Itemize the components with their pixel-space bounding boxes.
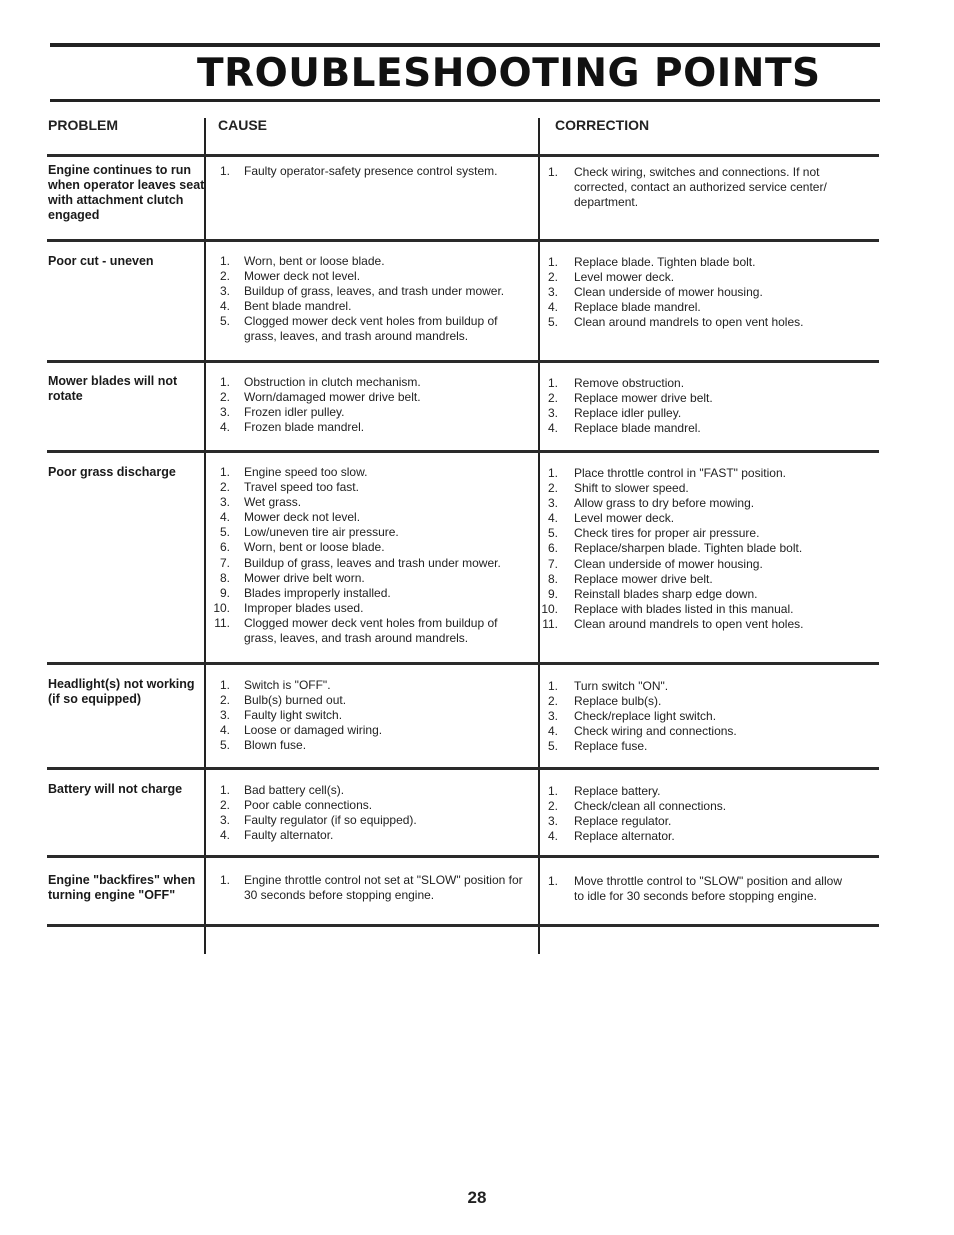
list-item xyxy=(540,165,845,210)
correction-list xyxy=(540,376,845,436)
item-text: Reinstall blades sharp edge down. xyxy=(574,586,758,601)
list-item xyxy=(540,466,845,481)
list-item xyxy=(540,255,845,270)
item-text: Switch is "OFF". xyxy=(244,678,331,692)
item-number: 1. xyxy=(219,783,230,797)
item-text: Replace fuse. xyxy=(574,739,648,754)
item-number: 3. xyxy=(547,406,558,421)
list-item xyxy=(540,496,845,511)
list-item xyxy=(212,571,527,586)
item-number: 3. xyxy=(547,814,558,829)
list-item xyxy=(212,465,527,480)
list-item xyxy=(540,376,845,391)
list-item xyxy=(540,709,845,724)
list-item xyxy=(212,813,527,828)
item-text: Travel speed too fast. xyxy=(244,480,359,495)
item-text: Replace blade mandrel. xyxy=(574,300,701,315)
item-text: Clogged mower deck vent holes from buildup of grass, leaves, and trash around mandrels. xyxy=(244,314,498,344)
list-item xyxy=(212,405,527,420)
list-item xyxy=(540,421,845,436)
item-text: Mower drive belt worn. xyxy=(244,570,365,585)
row-separator xyxy=(47,154,879,157)
item-number: 4. xyxy=(219,828,230,843)
item-text: Check tires for proper air pressure. xyxy=(574,526,760,541)
row-separator xyxy=(47,662,879,665)
list-item xyxy=(540,270,845,285)
item-number: 1. xyxy=(547,466,558,480)
item-number: 5. xyxy=(219,738,230,753)
problem-text: Engine continues to run when operator leaves seat with attachment clutch engaged xyxy=(48,163,205,222)
item-text: Replace battery. xyxy=(574,784,661,798)
item-number: 1. xyxy=(547,376,558,390)
cause-list xyxy=(212,465,527,646)
item-number: 5. xyxy=(219,525,230,540)
row-separator xyxy=(47,239,879,242)
list-item xyxy=(212,314,527,344)
item-text: Replace idler pulley. xyxy=(574,406,682,421)
header-problem: PROBLEM xyxy=(48,117,118,133)
item-text: Mower deck not level. xyxy=(244,269,361,284)
item-text: Obstruction in clutch mechanism. xyxy=(244,375,421,389)
item-number: 6. xyxy=(219,540,230,555)
item-number: 6. xyxy=(547,541,558,556)
item-text: Bulb(s) burned out. xyxy=(244,693,347,708)
item-number: 10. xyxy=(213,600,230,615)
item-text: Buildup of grass, leaves and trash under mower. xyxy=(244,555,501,570)
item-text: Replace with blades listed in this manual. xyxy=(574,601,794,616)
item-number: 3. xyxy=(547,285,558,300)
cause-list xyxy=(212,164,527,179)
item-number: 4. xyxy=(547,829,558,844)
item-number: 3. xyxy=(547,709,558,724)
list-item xyxy=(540,541,845,556)
item-number: 3. xyxy=(219,284,230,299)
item-text: Faulty operator-safety presence control system. xyxy=(244,164,498,178)
correction-list xyxy=(540,165,845,210)
item-text: Check/clean all connections. xyxy=(574,799,727,814)
list-item xyxy=(212,738,527,753)
item-number: 8. xyxy=(547,571,558,586)
list-item xyxy=(540,587,845,602)
item-number: 8. xyxy=(219,570,230,585)
list-item xyxy=(212,723,527,738)
item-text: Check/replace light switch. xyxy=(574,709,717,724)
list-item xyxy=(212,556,527,571)
row-separator xyxy=(47,360,879,363)
list-item xyxy=(212,586,527,601)
item-number: 2. xyxy=(219,693,230,708)
item-number: 3. xyxy=(219,495,230,510)
item-number: 2. xyxy=(547,391,558,406)
item-number: 1. xyxy=(219,465,230,479)
item-text: Shift to slower speed. xyxy=(574,481,689,496)
item-number: 9. xyxy=(547,586,558,601)
list-item xyxy=(212,284,527,299)
item-number: 4. xyxy=(219,723,230,738)
item-number: 1. xyxy=(219,375,230,389)
cause-list xyxy=(212,873,527,903)
item-number: 7. xyxy=(547,556,558,571)
list-item xyxy=(212,495,527,510)
item-text: Move throttle control to "SLOW" position and allow to idle for 30 seconds before stopping engine. xyxy=(574,874,842,904)
item-number: 11. xyxy=(214,615,230,630)
cause-list xyxy=(212,783,527,843)
list-item xyxy=(212,828,527,843)
list-item xyxy=(212,708,527,723)
item-number: 4. xyxy=(547,724,558,739)
list-item xyxy=(212,254,527,269)
list-item xyxy=(212,783,527,798)
item-number: 2. xyxy=(219,480,230,495)
item-text: Replace bulb(s). xyxy=(574,694,662,709)
correction-list xyxy=(540,874,845,904)
top-rule xyxy=(50,43,880,47)
item-number: 3. xyxy=(219,708,230,723)
item-text: Replace mower drive belt. xyxy=(574,391,713,406)
problem-text: Mower blades will not rotate xyxy=(48,374,178,403)
item-text: Clean underside of mower housing. xyxy=(574,285,763,300)
item-text: Replace blade. Tighten blade bolt. xyxy=(574,255,756,269)
cause-list xyxy=(212,254,527,345)
cause-list xyxy=(212,375,527,435)
item-text: Level mower deck. xyxy=(574,270,675,285)
list-item xyxy=(212,269,527,284)
item-text: Allow grass to dry before mowing. xyxy=(574,496,755,511)
item-number: 3. xyxy=(219,405,230,420)
problem-text: Headlight(s) not working (if so equipped) xyxy=(48,677,195,706)
list-item xyxy=(212,540,527,555)
list-item xyxy=(540,874,845,904)
item-text: Clean around mandrels to open vent holes. xyxy=(574,616,804,631)
item-text: Worn, bent or loose blade. xyxy=(244,254,385,268)
list-item xyxy=(540,617,845,632)
header-cause: CAUSE xyxy=(218,117,268,133)
item-text: Wet grass. xyxy=(244,495,302,510)
item-text: Loose or damaged wiring. xyxy=(244,723,383,738)
problem-text: Engine "backfires" when turning engine "OFF" xyxy=(48,873,196,902)
item-text: Blown fuse. xyxy=(244,738,307,753)
item-number: 1. xyxy=(219,873,230,887)
item-number: 1. xyxy=(547,165,558,179)
list-item xyxy=(540,315,845,330)
item-text: Blades improperly installed. xyxy=(244,585,391,600)
item-number: 4. xyxy=(547,300,558,315)
item-number: 2. xyxy=(547,481,558,496)
item-text: Clean around mandrels to open vent holes. xyxy=(574,315,804,330)
list-item xyxy=(212,601,527,616)
list-item xyxy=(540,391,845,406)
page-title: TROUBLESHOOTING POINTS xyxy=(197,51,821,96)
row-separator xyxy=(47,450,879,453)
list-item xyxy=(212,164,527,179)
list-item xyxy=(540,694,845,709)
item-number: 1. xyxy=(219,164,230,178)
item-text: Check wiring and connections. xyxy=(574,724,737,739)
list-item xyxy=(540,602,845,617)
item-text: Remove obstruction. xyxy=(574,376,685,390)
list-item xyxy=(540,724,845,739)
item-text: Clean underside of mower housing. xyxy=(574,556,763,571)
list-item xyxy=(212,616,527,646)
cause-list xyxy=(212,678,527,753)
item-number: 2. xyxy=(547,270,558,285)
list-item xyxy=(540,799,845,814)
item-text: Improper blades used. xyxy=(244,600,364,615)
item-number: 5. xyxy=(547,526,558,541)
item-text: Place throttle control in "FAST" position. xyxy=(574,466,786,480)
item-number: 4. xyxy=(547,511,558,526)
item-text: Low/uneven tire air pressure. xyxy=(244,525,399,540)
item-text: Replace mower drive belt. xyxy=(574,571,713,586)
item-number: 5. xyxy=(219,314,230,329)
correction-list xyxy=(540,466,845,632)
item-number: 9. xyxy=(219,585,230,600)
list-item xyxy=(212,375,527,390)
item-text: Clogged mower deck vent holes from buildup of grass, leaves, and trash around mandrels. xyxy=(244,615,498,646)
item-text: Engine speed too slow. xyxy=(244,465,368,479)
list-item xyxy=(540,829,845,844)
list-item xyxy=(212,678,527,693)
item-number: 4. xyxy=(219,299,230,314)
list-item xyxy=(540,572,845,587)
item-number: 3. xyxy=(219,813,230,828)
list-item xyxy=(212,480,527,495)
item-number: 4. xyxy=(547,421,558,436)
item-number: 5. xyxy=(547,739,558,754)
item-text: Faulty light switch. xyxy=(244,708,343,723)
list-item xyxy=(212,798,527,813)
page-number: 28 xyxy=(467,1188,487,1207)
item-text: Frozen idler pulley. xyxy=(244,405,345,420)
item-text: Bad battery cell(s). xyxy=(244,783,345,797)
list-item xyxy=(212,693,527,708)
item-number: 2. xyxy=(219,269,230,284)
item-text: Bent blade mandrel. xyxy=(244,299,352,314)
item-text: Level mower deck. xyxy=(574,511,675,526)
item-number: 1. xyxy=(547,874,558,888)
list-item xyxy=(540,557,845,572)
item-number: 7. xyxy=(219,555,230,570)
item-number: 4. xyxy=(219,420,230,435)
item-text: Engine throttle control not set at "SLOW" position for 30 seconds before stopping engine. xyxy=(244,873,523,903)
item-text: Mower deck not level. xyxy=(244,510,361,525)
item-text: Worn/damaged mower drive belt. xyxy=(244,390,421,405)
item-number: 2. xyxy=(547,694,558,709)
item-number: 1. xyxy=(219,678,230,692)
correction-list xyxy=(540,679,845,754)
list-item xyxy=(540,300,845,315)
item-number: 1. xyxy=(547,255,558,269)
item-number: 5. xyxy=(547,315,558,330)
list-item xyxy=(540,679,845,694)
correction-list xyxy=(540,784,845,844)
item-number: 2. xyxy=(547,799,558,814)
title-underline-rule xyxy=(50,99,880,102)
list-item xyxy=(540,526,845,541)
correction-list xyxy=(540,255,845,330)
item-number: 2. xyxy=(219,390,230,405)
item-text: Replace blade mandrel. xyxy=(574,421,701,436)
item-number: 11. xyxy=(542,616,558,631)
row-separator xyxy=(47,767,879,770)
list-item xyxy=(540,814,845,829)
item-number: 10. xyxy=(541,601,558,616)
list-item xyxy=(212,873,527,903)
header-correction: CORRECTION xyxy=(555,117,650,133)
list-item xyxy=(212,510,527,525)
item-text: Poor cable connections. xyxy=(244,798,373,813)
item-text: Faulty regulator (if so equipped). xyxy=(244,813,417,828)
item-number: 2. xyxy=(219,798,230,813)
item-text: Buildup of grass, leaves, and trash under mower. xyxy=(244,284,505,299)
list-item xyxy=(212,299,527,314)
problem-text: Poor cut - uneven xyxy=(48,254,154,268)
item-number: 1. xyxy=(219,254,230,268)
list-item xyxy=(212,525,527,540)
list-item xyxy=(540,739,845,754)
row-separator xyxy=(47,924,879,927)
list-item xyxy=(212,390,527,405)
cause-column-divider xyxy=(204,118,206,954)
list-item xyxy=(212,420,527,435)
problem-text: Battery will not charge xyxy=(48,782,183,796)
item-text: Check wiring, switches and connections. If not corrected, contact an authorized service center/ department. xyxy=(574,165,827,210)
list-item xyxy=(540,406,845,421)
item-number: 1. xyxy=(547,679,558,693)
item-number: 4. xyxy=(219,510,230,525)
item-text: Faulty alternator. xyxy=(244,828,334,843)
item-number: 3. xyxy=(547,496,558,511)
item-number: 1. xyxy=(547,784,558,798)
item-text: Replace alternator. xyxy=(574,829,675,844)
item-text: Frozen blade mandrel. xyxy=(244,420,365,435)
list-item xyxy=(540,784,845,799)
list-item xyxy=(540,285,845,300)
list-item xyxy=(540,481,845,496)
list-item xyxy=(540,511,845,526)
item-text: Replace/sharpen blade. Tighten blade bolt. xyxy=(574,541,803,556)
row-separator xyxy=(47,855,879,858)
item-text: Replace regulator. xyxy=(574,814,672,829)
item-text: Turn switch "ON". xyxy=(574,679,669,693)
problem-text: Poor grass discharge xyxy=(48,465,176,479)
item-text: Worn, bent or loose blade. xyxy=(244,540,385,555)
